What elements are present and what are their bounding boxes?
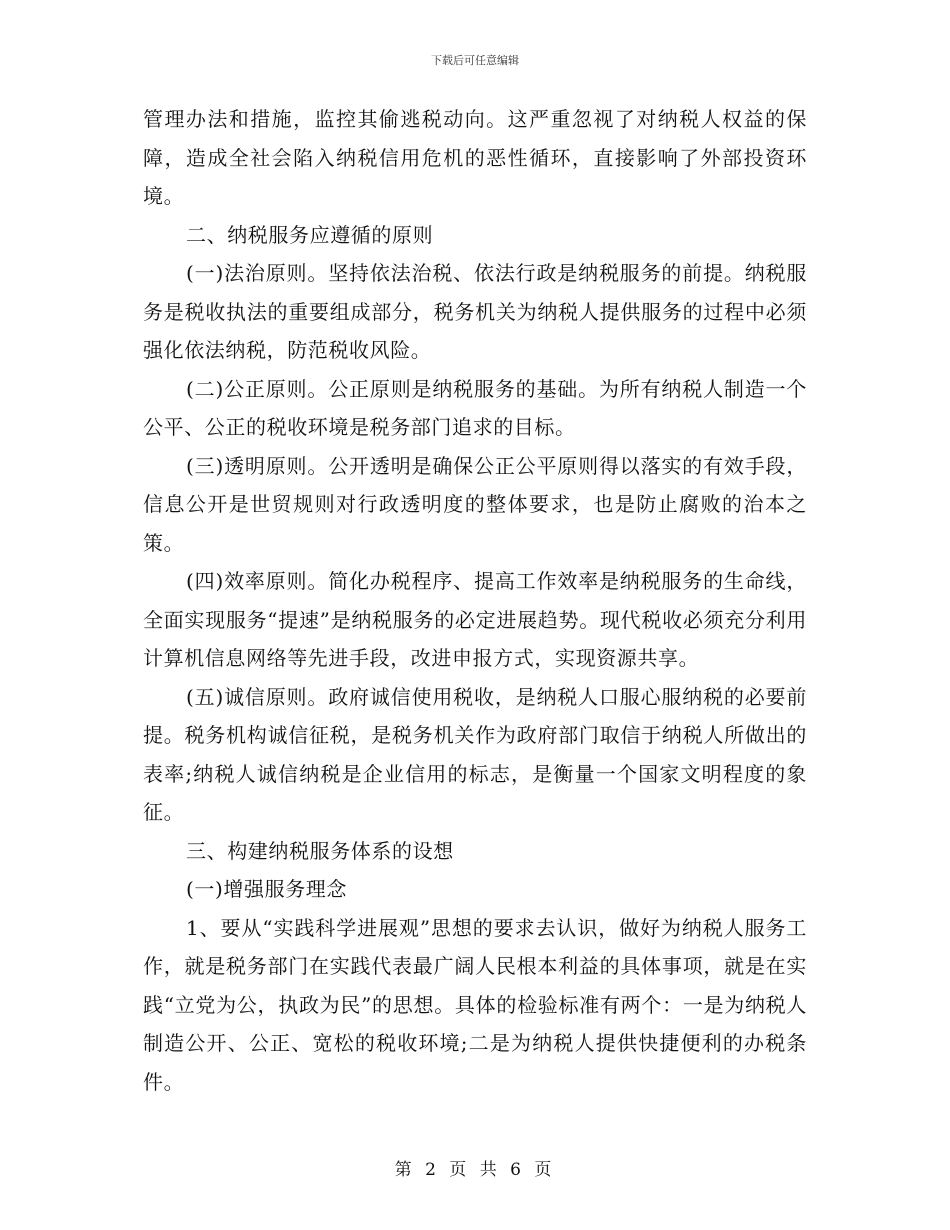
paragraph: 管理办法和措施，监控其偷逃税动向。这严重忽视了对纳税人权益的保障，造成全社会陷入纳税信用危机的恶性循环，直接影响了外部投资环境。: [143, 107, 807, 208]
section-heading: 三、构建纳税服务体系的设想: [186, 838, 454, 863]
document-body: [143, 100, 807, 1101]
paragraph: (三)透明原则。公开透明是确保公正公平原则得以落实的有效手段，信息公开是世贸规则对行政透明度的整体要求，也是防止腐败的治本之策。: [143, 453, 807, 555]
page-header: 下载后可任意编辑: [431, 54, 519, 67]
section-heading: 二、纳税服务应遵循的原则: [186, 222, 434, 247]
paragraph: (一)法治原则。坚持依法治税、依法行政是纳税服务的前提。纳税服务是税收执法的重要组成部分，税务机关为纳税人提供服务的过程中必须强化依法纳税，防范税收风险。: [143, 261, 807, 362]
page-number: 第 2 页 共 6 页: [394, 1160, 556, 1180]
paragraph: (四)效率原则。简化办税程序、提高工作效率是纳税服务的生命线，全面实现服务“提速”是纳税服务的必定进展趋势。现代税收必须充分利用计算机信息网络等先进手段，改进申报方式，实现资源共享。: [143, 569, 807, 670]
subsection-heading: (一)增强服务理念: [186, 877, 348, 901]
paragraph: (二)公正原则。公正原则是纳税服务的基础。为所有纳税人制造一个公平、公正的税收环境是税务部门追求的目标。: [143, 376, 807, 439]
paragraph: (五)诚信原则。政府诚信使用税收，是纳税人口服心服纳税的必要前提。税务机构诚信征税，是税务机关作为政府部门取信于纳税人所做出的表率;纳税人诚信纳税是企业信用的标志，是衡量一个国家文明程度的象征。: [143, 684, 808, 824]
paragraph: 1、要从“实践科学进展观”思想的要求去认识，做好为纳税人服务工作，就是税务部门在实践代表最广阔人民根本利益的具体事项，就是在实践“立党为公，执政为民”的思想。具体的检验标准有两个：一是为纳税人制造公开、公正、宽松的税收环境;二是为纳税人提供快捷便利的办税条件。: [143, 915, 807, 1094]
